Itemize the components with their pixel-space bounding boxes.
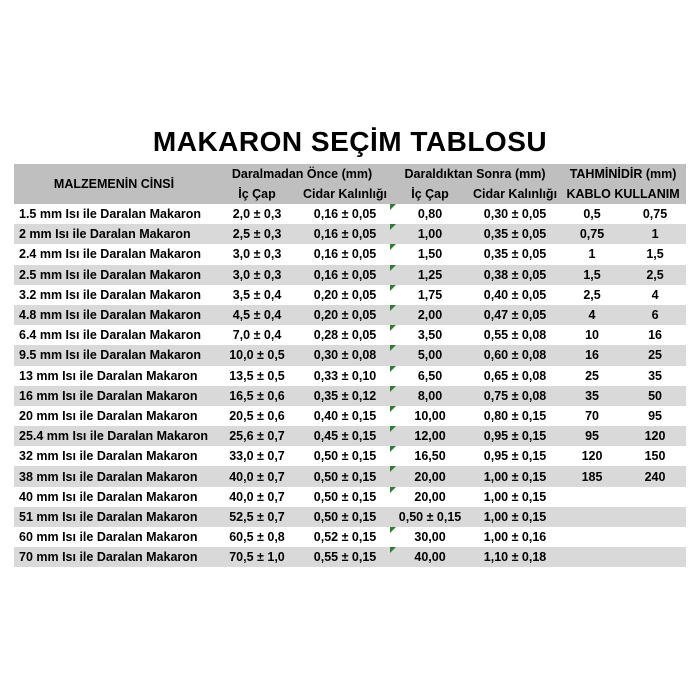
sonra-cidar-cell: 0,95 ± 0,15 [483, 449, 547, 464]
table-row [14, 285, 686, 305]
header-group-after: Daraldıktan Sonra (mm) [390, 164, 560, 184]
once-cidar-cell: 0,45 ± 0,15 [300, 426, 390, 446]
material-cell: 51 mm Isı ile Daralan Makaron [14, 507, 214, 527]
once-cidar-cell: 0,50 ± 0,15 [313, 489, 377, 504]
once-cidar-cell: 0,50 ± 0,15 [313, 449, 377, 464]
selection-table [14, 164, 686, 567]
kablo-max-cell: 95 [648, 408, 662, 423]
sonra-cidar-cell: 0,38 ± 0,05 [470, 265, 560, 285]
kablo-min-cell: 70 [585, 408, 599, 423]
sonra-cidar-cell: 1,10 ± 0,18 [470, 547, 560, 567]
sonra-cidar-cell: 1,00 ± 0,15 [470, 466, 560, 486]
kablo-max-cell: 50 [624, 386, 686, 406]
cell-comment-flag-icon [390, 305, 396, 311]
once-ic-cap-cell: 2,0 ± 0,3 [232, 207, 282, 222]
once-ic-cap-cell: 20,5 ± 0,6 [229, 408, 285, 423]
kablo-min-cell: 95 [560, 426, 624, 446]
sonra-cidar-cell: 0,47 ± 0,05 [470, 305, 560, 325]
material-cell: 3.2 mm Isı ile Daralan Makaron [19, 287, 202, 302]
kablo-min-cell: 2,5 [583, 287, 601, 302]
once-cidar-cell: 0,40 ± 0,15 [313, 408, 377, 423]
sonra-ic-cap-cell: 8,00 [390, 386, 470, 406]
material-cell: 40 mm Isı ile Daralan Makaron [19, 489, 198, 504]
header-material: MALZEMENİN CİNSİ [14, 164, 214, 204]
sonra-cidar-cell: 0,60 ± 0,08 [470, 345, 560, 365]
once-cidar-cell: 0,55 ± 0,15 [300, 547, 390, 567]
table-row [14, 265, 686, 285]
table-row [14, 446, 686, 466]
sonra-cidar-cell: 1,00 ± 0,16 [483, 530, 547, 545]
sonra-ic-cap-cell: 12,00 [390, 426, 470, 446]
once-ic-cap-cell: 70,5 ± 1,0 [214, 547, 300, 567]
material-cell: 9.5 mm Isı ile Daralan Makaron [14, 345, 214, 365]
table-row [14, 507, 686, 527]
kablo-min-cell: 4 [560, 305, 624, 325]
once-cidar-cell: 0,33 ± 0,10 [313, 368, 377, 383]
sonra-cidar-cell: 0,40 ± 0,05 [483, 287, 547, 302]
once-ic-cap-cell: 33,0 ± 0,7 [229, 449, 285, 464]
header-after-ic-cap: İç Çap [390, 184, 470, 204]
table-row [14, 244, 686, 264]
table-row [14, 487, 686, 507]
kablo-max-cell: 35 [648, 368, 662, 383]
once-ic-cap-cell: 7,0 ± 0,4 [232, 328, 282, 343]
table-row [14, 527, 686, 547]
material-cell: 2.5 mm Isı ile Daralan Makaron [14, 265, 214, 285]
table-row [14, 466, 686, 486]
table-row [14, 426, 686, 446]
table-row [14, 224, 686, 244]
kablo-max-cell: 1 [624, 224, 686, 244]
once-cidar-cell: 0,20 ± 0,05 [300, 305, 390, 325]
cell-comment-flag-icon [390, 487, 396, 493]
sonra-ic-cap-cell: 1,75 [390, 285, 470, 305]
header-group-estimate: TAHMİNİDİR (mm) [560, 164, 686, 184]
once-ic-cap-cell: 3,5 ± 0,4 [232, 287, 282, 302]
header-before-cidar: Cidar Kalınlığı [300, 184, 390, 204]
table-header [14, 164, 686, 204]
kablo-min-cell [560, 487, 624, 507]
cell-comment-flag-icon [390, 446, 396, 452]
kablo-min-cell: 35 [560, 386, 624, 406]
material-cell: 32 mm Isı ile Daralan Makaron [19, 449, 198, 464]
sonra-cidar-cell: 0,35 ± 0,05 [483, 247, 547, 262]
kablo-max-cell: 16 [648, 328, 662, 343]
material-cell: 2 mm Isı ile Daralan Makaron [14, 224, 214, 244]
kablo-max-cell: 1,5 [646, 247, 664, 262]
cell-comment-flag-icon [390, 244, 396, 250]
kablo-max-cell: 0,75 [642, 207, 668, 222]
kablo-max-cell: 120 [624, 426, 686, 446]
table-row [14, 366, 686, 386]
sonra-ic-cap-cell: 20,00 [390, 487, 470, 507]
header-after-cidar: Cidar Kalınlığı [470, 184, 560, 204]
once-cidar-cell: 0,30 ± 0,08 [300, 345, 390, 365]
cell-comment-flag-icon [390, 265, 396, 271]
cell-comment-flag-icon [390, 466, 396, 472]
once-ic-cap-cell: 2,5 ± 0,3 [214, 224, 300, 244]
cell-comment-flag-icon [390, 204, 396, 210]
once-ic-cap-cell: 40,0 ± 0,7 [229, 489, 285, 504]
kablo-min-cell: 1,5 [560, 265, 624, 285]
kablo-max-cell [624, 487, 686, 507]
once-ic-cap-cell: 52,5 ± 0,7 [214, 507, 300, 527]
sonra-ic-cap-cell: 6,50 [390, 366, 470, 386]
once-cidar-cell: 0,20 ± 0,05 [313, 287, 377, 302]
kablo-min-cell [560, 547, 624, 567]
material-cell: 16 mm Isı ile Daralan Makaron [14, 386, 214, 406]
kablo-min-cell: 0,5 [583, 207, 601, 222]
kablo-max-cell: 2,5 [624, 265, 686, 285]
material-cell: 38 mm Isı ile Daralan Makaron [14, 466, 214, 486]
header-before-ic-cap: İç Çap [214, 184, 300, 204]
kablo-min-cell: 0,75 [560, 224, 624, 244]
table-row [14, 325, 686, 345]
sonra-ic-cap-cell: 2,00 [390, 305, 470, 325]
sonra-cidar-cell: 0,55 ± 0,08 [483, 328, 547, 343]
cell-comment-flag-icon [390, 224, 396, 230]
sonra-ic-cap-cell: 10,00 [390, 406, 470, 426]
kablo-max-cell [624, 507, 686, 527]
sonra-ic-cap-cell: 3,50 [390, 325, 470, 345]
once-ic-cap-cell: 60,5 ± 0,8 [229, 530, 285, 545]
once-ic-cap-cell: 16,5 ± 0,6 [214, 386, 300, 406]
header-kablo: KABLO KULLANIM [560, 184, 686, 204]
cell-comment-flag-icon [390, 426, 396, 432]
cell-comment-flag-icon [390, 527, 396, 533]
once-cidar-cell: 0,16 ± 0,05 [313, 247, 377, 262]
once-ic-cap-cell: 3,0 ± 0,3 [232, 247, 282, 262]
sonra-cidar-cell: 1,00 ± 0,15 [483, 489, 547, 504]
cell-comment-flag-icon [390, 285, 396, 291]
sonra-ic-cap-cell: 5,00 [390, 345, 470, 365]
sonra-ic-cap-cell: 1,25 [390, 265, 470, 285]
material-cell: 70 mm Isı ile Daralan Makaron [14, 547, 214, 567]
once-cidar-cell: 0,52 ± 0,15 [313, 530, 377, 545]
kablo-min-cell: 1 [588, 247, 596, 262]
kablo-max-cell: 240 [624, 466, 686, 486]
kablo-min-cell: 25 [585, 368, 599, 383]
once-ic-cap-cell: 4,5 ± 0,4 [214, 305, 300, 325]
once-ic-cap-cell: 3,0 ± 0,3 [214, 265, 300, 285]
once-ic-cap-cell: 25,6 ± 0,7 [214, 426, 300, 446]
kablo-min-cell [560, 527, 624, 547]
cell-comment-flag-icon [390, 366, 396, 372]
sonra-ic-cap-cell: 1,50 [390, 244, 470, 264]
sonra-cidar-cell: 0,30 ± 0,05 [483, 207, 547, 222]
once-cidar-cell: 0,50 ± 0,15 [300, 466, 390, 486]
kablo-min-cell [560, 507, 624, 527]
sonra-ic-cap-cell: 30,00 [390, 527, 470, 547]
once-cidar-cell: 0,50 ± 0,15 [300, 507, 390, 527]
cell-comment-flag-icon [390, 386, 396, 392]
once-ic-cap-cell: 40,0 ± 0,7 [214, 466, 300, 486]
sonra-ic-cap-cell: 0,50 ± 0,15 [390, 507, 470, 527]
header-group-before: Daralmadan Önce (mm) [214, 164, 390, 184]
sonra-ic-cap-cell: 16,50 [390, 446, 470, 466]
kablo-min-cell: 16 [560, 345, 624, 365]
sonra-cidar-cell: 0,35 ± 0,05 [470, 224, 560, 244]
sonra-ic-cap-cell: 40,00 [390, 547, 470, 567]
material-cell: 25.4 mm Isı ile Daralan Makaron [14, 426, 214, 446]
sonra-ic-cap-cell: 0,80 [390, 204, 470, 224]
once-cidar-cell: 0,16 ± 0,05 [300, 265, 390, 285]
kablo-min-cell: 10 [585, 328, 599, 343]
material-cell: 20 mm Isı ile Daralan Makaron [19, 408, 198, 423]
cell-comment-flag-icon [390, 406, 396, 412]
table-body [14, 204, 686, 567]
kablo-max-cell: 150 [644, 449, 666, 464]
table-row [14, 386, 686, 406]
cell-comment-flag-icon [390, 547, 396, 553]
material-cell: 1.5 mm Isı ile Daralan Makaron [19, 207, 202, 222]
kablo-max-cell [624, 527, 686, 547]
sonra-cidar-cell: 0,95 ± 0,15 [470, 426, 560, 446]
once-cidar-cell: 0,35 ± 0,12 [300, 386, 390, 406]
kablo-min-cell: 120 [581, 449, 603, 464]
material-cell: 60 mm Isı ile Daralan Makaron [19, 530, 198, 545]
once-ic-cap-cell: 13,5 ± 0,5 [229, 368, 285, 383]
kablo-max-cell: 4 [651, 287, 659, 302]
table-row [14, 204, 686, 224]
kablo-max-cell: 6 [624, 305, 686, 325]
kablo-min-cell: 185 [560, 466, 624, 486]
cell-comment-flag-icon [390, 325, 396, 331]
material-cell: 2.4 mm Isı ile Daralan Makaron [19, 247, 202, 262]
material-cell: 4.8 mm Isı ile Daralan Makaron [14, 305, 214, 325]
page-title: MAKARON SEÇİM TABLOSU [152, 126, 548, 157]
table-row [14, 547, 686, 567]
sonra-cidar-cell: 0,75 ± 0,08 [470, 386, 560, 406]
kablo-max-cell [624, 547, 686, 567]
once-ic-cap-cell: 10,0 ± 0,5 [214, 345, 300, 365]
sonra-ic-cap-cell: 1,00 [390, 224, 470, 244]
once-cidar-cell: 0,28 ± 0,05 [313, 328, 377, 343]
material-cell: 6.4 mm Isı ile Daralan Makaron [19, 328, 202, 343]
sonra-cidar-cell: 0,80 ± 0,15 [483, 408, 547, 423]
cell-comment-flag-icon [390, 345, 396, 351]
once-cidar-cell: 0,16 ± 0,05 [300, 224, 390, 244]
table-row [14, 406, 686, 426]
table-row [14, 305, 686, 325]
sonra-cidar-cell: 1,00 ± 0,15 [470, 507, 560, 527]
material-cell: 13 mm Isı ile Daralan Makaron [19, 368, 198, 383]
table-row [14, 345, 686, 365]
once-cidar-cell: 0,16 ± 0,05 [313, 207, 377, 222]
kablo-max-cell: 25 [624, 345, 686, 365]
sonra-ic-cap-cell: 20,00 [390, 466, 470, 486]
makaron-table [14, 164, 686, 567]
sonra-cidar-cell: 0,65 ± 0,08 [483, 368, 547, 383]
